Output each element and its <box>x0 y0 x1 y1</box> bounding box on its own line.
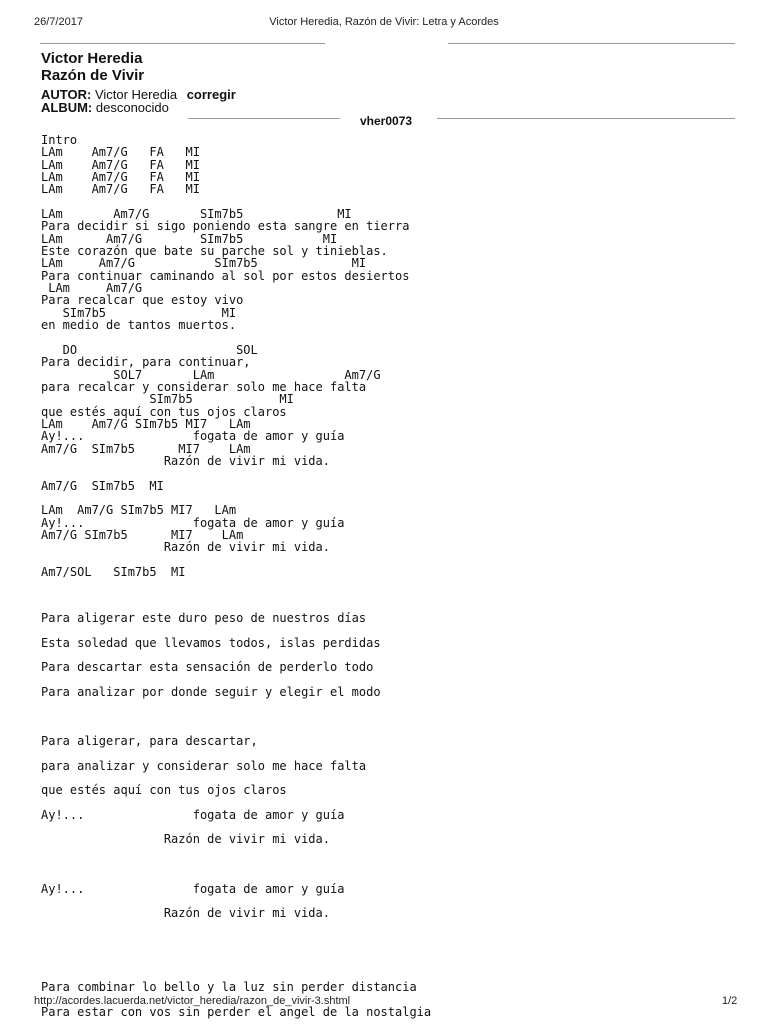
divider <box>40 43 325 44</box>
lyric-line: Esta soledad que llevamos todos, islas perdidas <box>41 635 381 650</box>
sheet-line: SIm7b5 MI <box>41 305 237 320</box>
lyric-line: Ay!... fogata de amor y guía <box>41 807 345 822</box>
page-number: 1/2 <box>722 995 738 1007</box>
sheet-line: LAm Am7/G SIm7b5 MI7 LAm <box>41 416 251 431</box>
print-date: 26/7/2017 <box>34 16 83 28</box>
album-value: desconocido <box>95 100 169 115</box>
sheet-line: Am7/G SIm7b5 MI7 LAm <box>41 528 244 542</box>
sheet-line: LAm Am7/G FA MI <box>41 170 200 185</box>
lyric-line: Para aligerar este duro peso de nuestros días <box>41 611 367 625</box>
sheet-line: LAm Am7/G SIm7b5 MI <box>41 231 338 246</box>
lyric-line: Razón de vivir mi vida. <box>41 906 330 921</box>
sheet-line: Para continuar caminando al sol por estos desiertos <box>41 268 410 283</box>
sheet-line: Para decidir, para continuar, <box>41 355 251 370</box>
sheet-line: Am7/G SIm7b5 MI <box>41 478 164 493</box>
sheet-line: Ay!... fogata de amor y guía <box>41 515 345 530</box>
sheet-line: Para decidir si sigo poniendo esta sangre en tierra <box>41 219 410 234</box>
sheet-line: para recalcar y considerar solo me hace falta <box>41 379 367 394</box>
correct-link[interactable]: corregir <box>186 87 236 102</box>
divider <box>448 43 735 44</box>
sheet-line: DO SOL <box>41 342 258 357</box>
sheet-line: LAm Am7/G FA MI <box>41 145 200 160</box>
sheet-line: Para recalcar que estoy vivo <box>41 293 244 308</box>
chord-sheet <box>41 134 409 578</box>
lyric-line: Para estar con vos sin perder el angel de la nostalgia <box>41 1004 432 1019</box>
lyric-line: para analizar y considerar solo me hace falta <box>41 758 367 773</box>
album-line <box>41 100 169 115</box>
sheet-line: LAm Am7/G FA MI <box>41 157 200 172</box>
lyric-line <box>41 852 431 877</box>
album-label: ALBUM: <box>41 100 93 115</box>
divider <box>437 118 735 119</box>
author-label: AUTOR: <box>41 87 92 102</box>
sheet-line: Ay!... fogata de amor y guía <box>41 429 345 444</box>
lyrics-block <box>41 606 431 1024</box>
sheet-line: LAm Am7/G <box>41 281 143 296</box>
lyric-line <box>41 704 431 729</box>
lyric-line <box>41 950 431 975</box>
sheet-line: LAm Am7/G FA MI <box>41 182 200 197</box>
sheet-line <box>41 467 409 479</box>
sheet-line: Razón de vivir mi vida. <box>41 453 330 468</box>
lyric-line: Razón de vivir mi vida. <box>41 832 330 847</box>
artist-name: Victor Heredia <box>41 50 143 67</box>
lyric-line: Ay!... fogata de amor y guía <box>41 881 345 896</box>
sheet-line: en medio de tantos muertos. <box>41 318 237 333</box>
print-url: http://acordes.lacuerda.net/victor_heredia/razon_de_vivir-3.shtml <box>34 995 351 1007</box>
lyric-line: Para combinar lo bello y la luz sin perder distancia <box>41 979 417 994</box>
sheet-line: LAm Am7/G SIm7b5 MI <box>41 207 352 222</box>
print-title: Victor Heredia, Razón de Vivir: Letra y Acordes <box>269 16 499 28</box>
author-value: Victor Heredia <box>94 87 178 102</box>
lyric-line <box>41 926 431 951</box>
lyric-line: Para analizar por donde seguir y elegir el modo <box>41 684 381 699</box>
submitter-username: vher0073 <box>360 114 413 128</box>
sheet-line: Am7/G SIm7b5 MI7 LAm <box>41 441 251 456</box>
lyric-line: Para aligerar, para descartar, <box>41 733 258 748</box>
sheet-line: LAm Am7/G SIm7b5 MI <box>41 256 367 271</box>
sheet-line: Am7/SOL SIm7b5 MI <box>41 565 186 580</box>
song-title: Razón de Vivir <box>41 67 145 84</box>
lyric-line: Para descartar esta sensación de perderlo todo <box>41 660 374 675</box>
sheet-line: LAm Am7/G SIm7b5 MI7 LAm <box>41 503 237 518</box>
sheet-line <box>41 332 409 344</box>
sheet-line: Razón de vivir mi vida. <box>41 540 330 555</box>
divider <box>188 118 340 119</box>
sheet-line: Intro <box>41 133 78 147</box>
sheet-line: SOL7 LAm Am7/G <box>41 367 381 382</box>
sheet-line: Este corazón que bate su parche sol y tinieblas. <box>41 244 388 259</box>
lyric-line: que estés aquí con tus ojos claros <box>41 783 287 798</box>
sheet-line: que estés aquí con tus ojos claros <box>41 404 287 419</box>
sheet-line: SIm7b5 MI <box>41 392 294 407</box>
